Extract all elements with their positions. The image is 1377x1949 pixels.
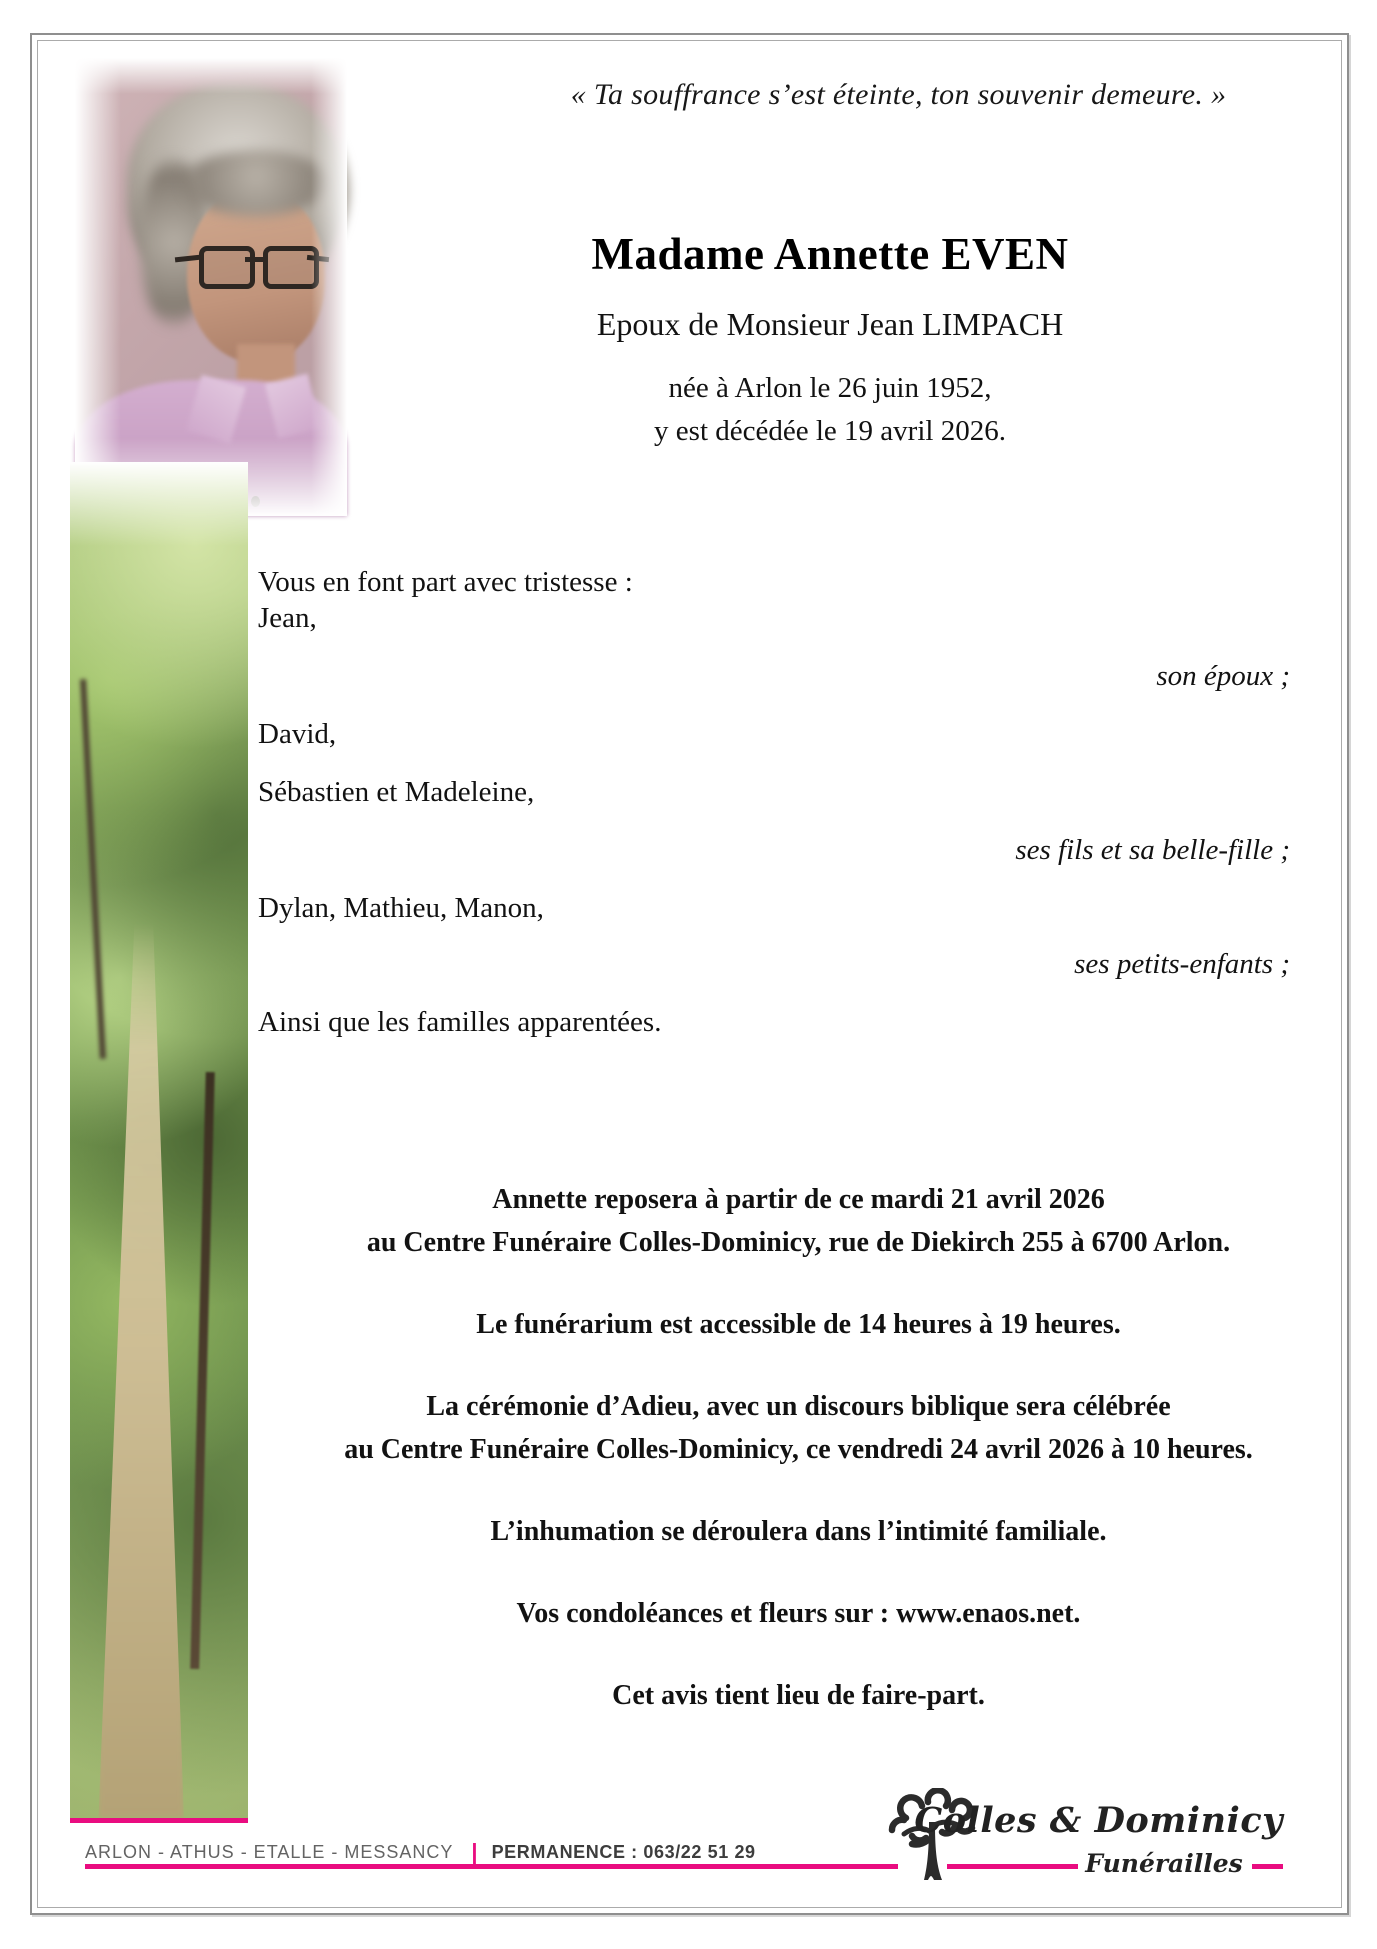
ceremony-line-1: La cérémonie d’Adieu, avec un discours biblique sera célébrée xyxy=(426,1391,1171,1422)
family-grandchildren: Dylan, Mathieu, Manon, xyxy=(258,892,544,924)
footer-permanence: PERMANENCE : 063/22 51 29 xyxy=(491,1841,756,1862)
brand-logo xyxy=(914,1800,1283,1841)
brand-subtitle: Funérailles xyxy=(1085,1849,1243,1878)
relation-sons: ses fils et sa belle-fille ; xyxy=(1015,834,1290,866)
family-son-1: David, xyxy=(258,718,337,750)
notice-paragraph: Cet avis tient lieu de faire-part. xyxy=(612,1680,985,1711)
family-husband: Jean, xyxy=(258,602,317,634)
epitaph-quote: « Ta souffrance s’est éteinte, ton souvenir demeure. » xyxy=(570,78,1227,111)
birth-line: née à Arlon le 26 juin 1952, xyxy=(668,372,992,404)
death-line: y est décédée le 19 avril 2026. xyxy=(654,415,1006,447)
relation-husband: son époux ; xyxy=(1156,660,1290,692)
footer xyxy=(85,1838,756,1866)
tree-trunk-photo-2 xyxy=(80,679,106,1058)
ceremony-line-2: au Centre Funéraire Colles-Dominicy, ce vendredi 24 avril 2026 à 10 heures. xyxy=(344,1434,1253,1465)
pink-line-left xyxy=(85,1864,898,1869)
condolences-paragraph: Vos condoléances et fleurs sur : www.enaos.net. xyxy=(516,1598,1081,1629)
funerarium-paragraph: Le funérarium est accessible de 14 heures à 19 heures. xyxy=(476,1309,1121,1340)
repose-paragraph xyxy=(260,1178,1337,1264)
inhumation-paragraph: L’inhumation se déroulera dans l’intimité familiale. xyxy=(490,1516,1107,1547)
footer-separator: | xyxy=(471,1839,478,1864)
spouse-line: Epoux de Monsieur Jean LIMPACH xyxy=(596,306,1064,342)
relation-grandchildren: ses petits-enfants ; xyxy=(1074,948,1290,980)
footer-locations: ARLON - ATHUS - ETALLE - MESSANCY xyxy=(85,1841,454,1862)
ceremony-paragraph xyxy=(260,1385,1337,1471)
pink-line-right xyxy=(1252,1864,1283,1869)
forest-path-photo xyxy=(70,462,248,1823)
family-son-2: Sébastien et Madeleine, xyxy=(258,776,535,808)
family-intro: Vous en font part avec tristesse : xyxy=(258,566,633,598)
announcements-block xyxy=(260,1178,1337,1756)
forest-feathered-top xyxy=(70,462,248,546)
brand-name: Colles & Dominicy xyxy=(914,1800,1283,1841)
page-title: Madame Annette EVEN xyxy=(591,229,1069,279)
repose-line-1: Annette reposera à partir de ce mardi 21 avril 2026 xyxy=(492,1184,1105,1215)
family-closing: Ainsi que les familles apparentées. xyxy=(258,1006,662,1038)
forest-path xyxy=(98,923,183,1818)
portrait-feathered-edge xyxy=(75,58,347,516)
deceased-portrait-photo xyxy=(75,58,347,516)
repose-line-2: au Centre Funéraire Colles-Dominicy, rue de Diekirch 255 à 6700 Arlon. xyxy=(366,1227,1231,1258)
tree-trunk-photo xyxy=(190,1072,215,1669)
